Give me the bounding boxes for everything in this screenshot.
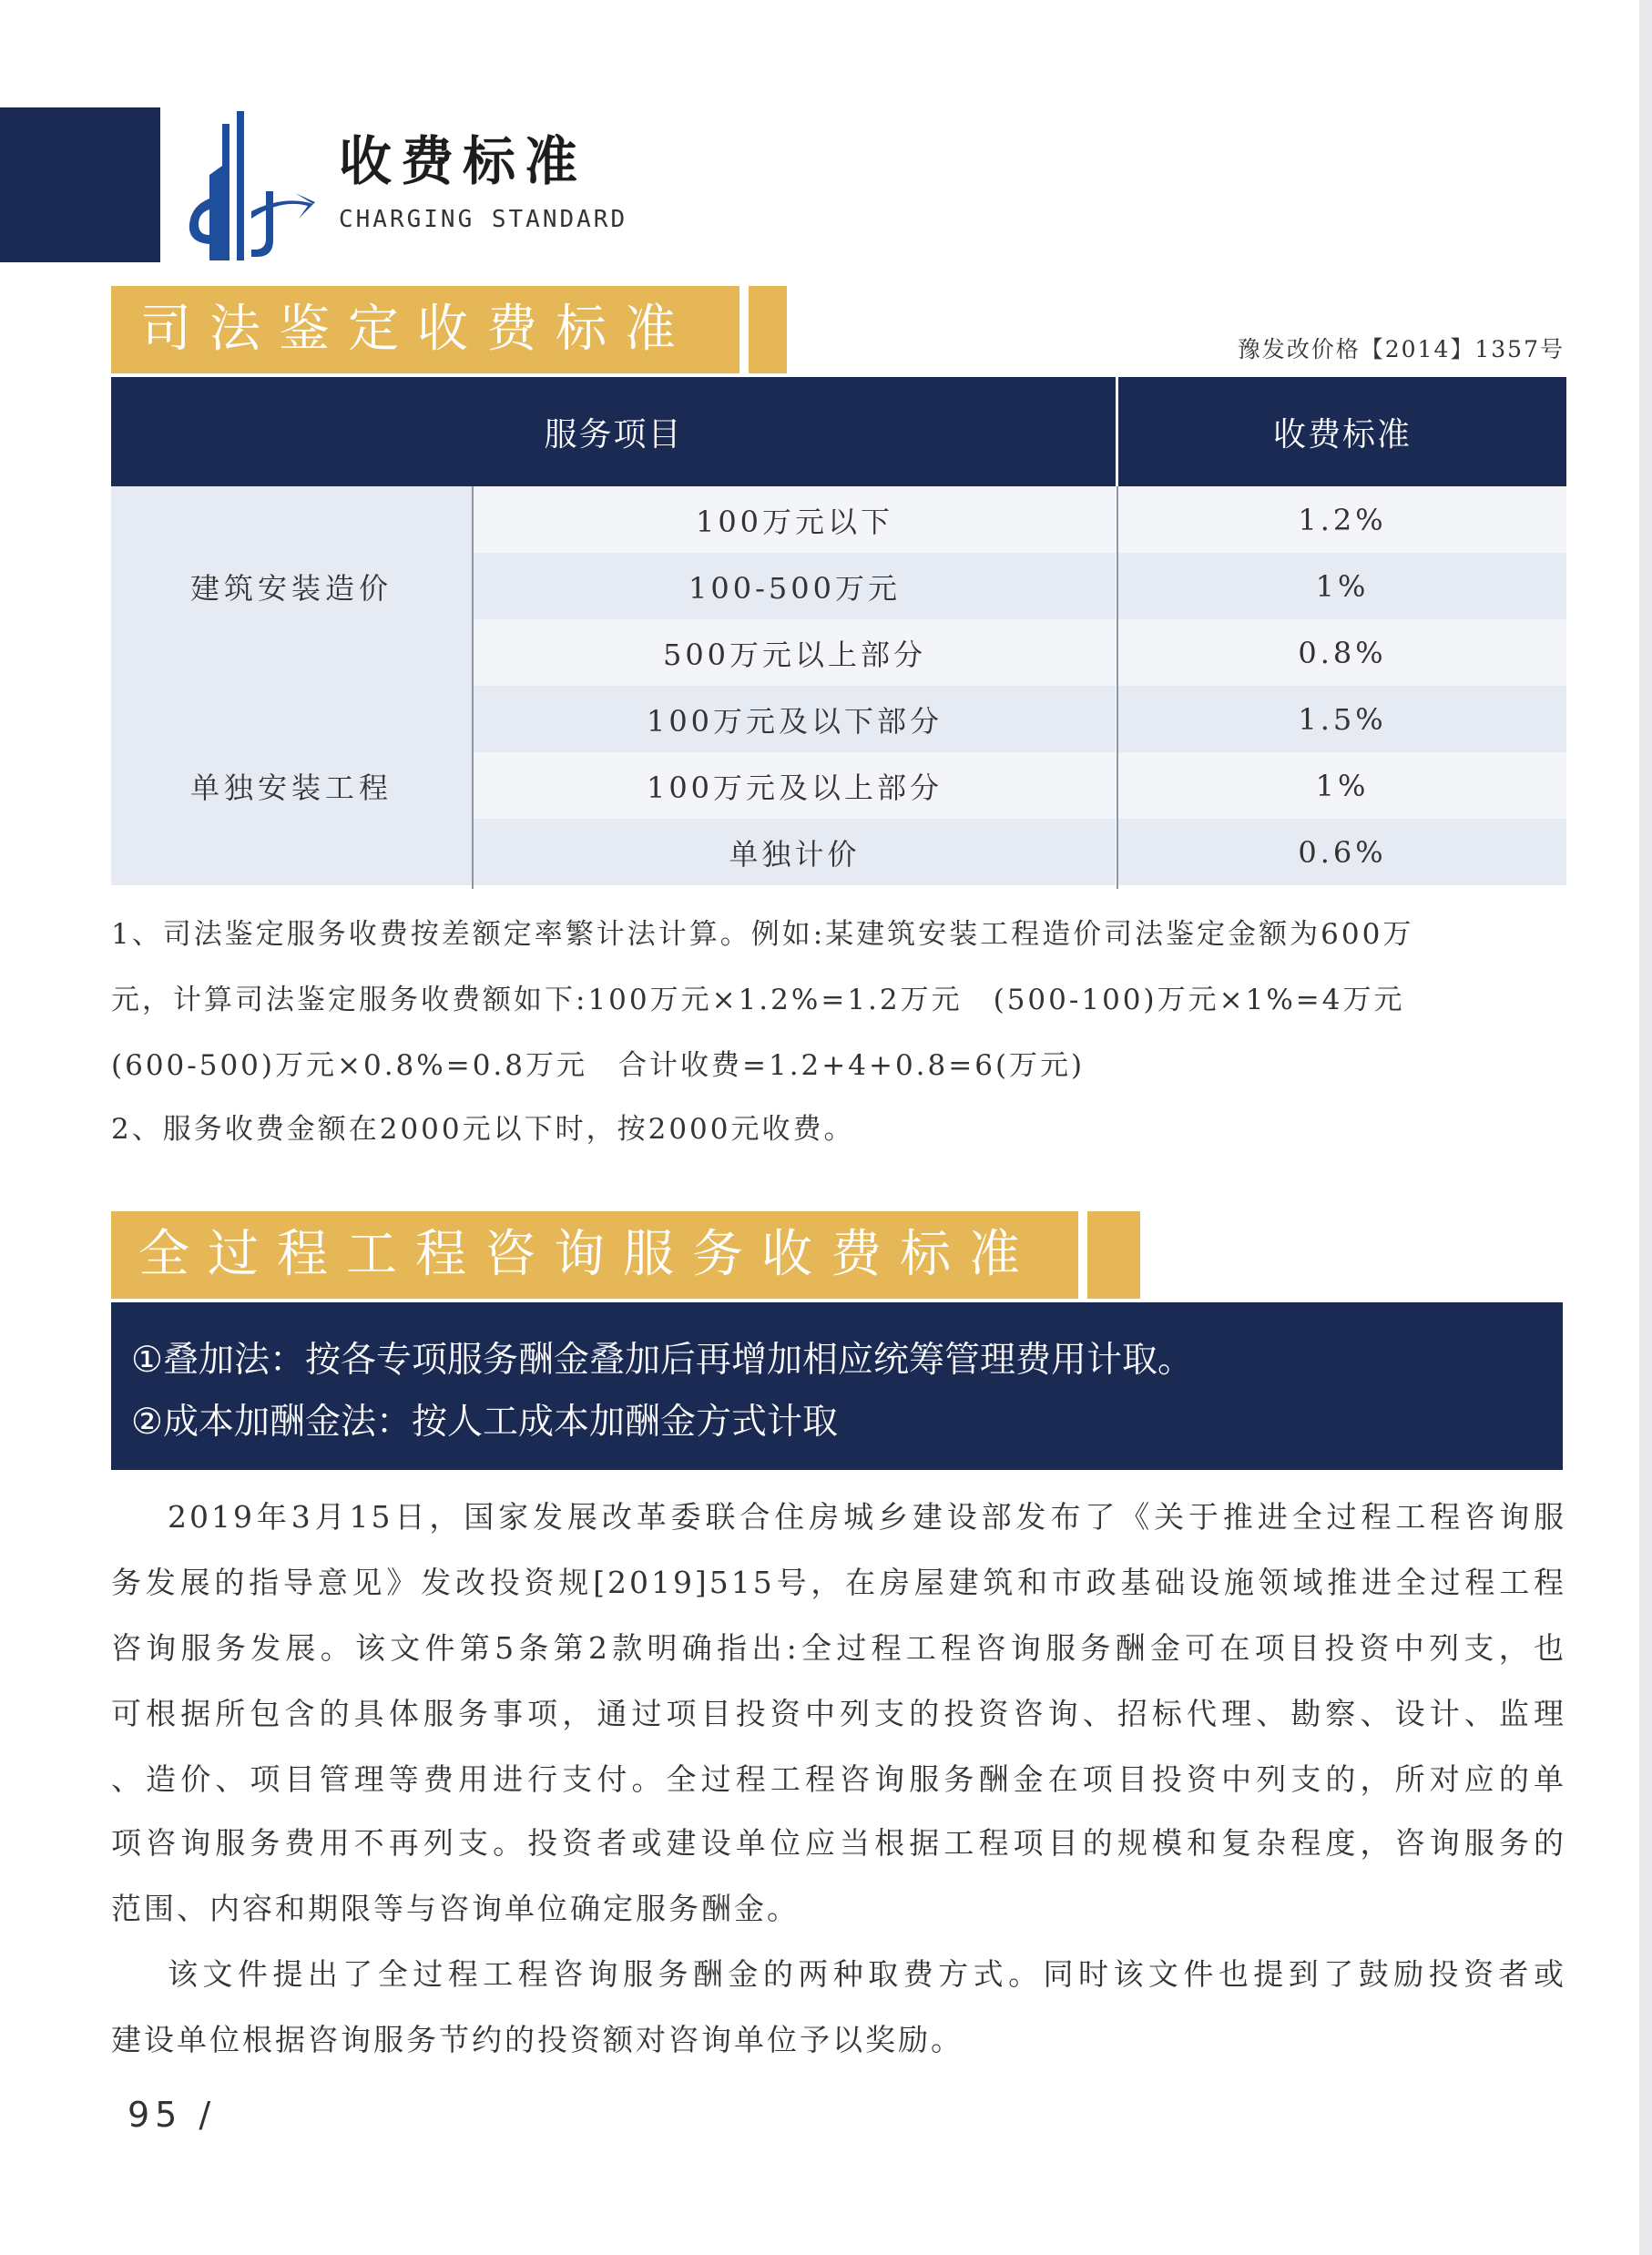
table-cell-fee: 1%: [1118, 752, 1566, 819]
note-line: 2、服务收费金额在2000元以下时，按2000元收费。: [111, 1113, 855, 1146]
table-cell-item: 单独计价: [474, 819, 1116, 885]
paragraph-line: 可根据所包含的具体服务事项，通过项目投资中列支的投资咨询、招标代理、勘察、设计、监理: [111, 1696, 1566, 1731]
table-header-service-item: 服务项目: [111, 377, 1116, 486]
table-cell-fee: 1.2%: [1118, 486, 1566, 553]
table-cell-item: 100万元及以下部分: [474, 686, 1116, 752]
paragraph-line: 该文件提出了全过程工程咨询服务酬金的两种取费方式。同时该文件也提到了鼓励投资者或: [168, 1956, 1566, 1992]
note-line: (600-500)万元×0.8%=0.8万元 合计收费=1.2+4+0.8=6(万元): [111, 1049, 1086, 1082]
method-line-cost-plus: ②成本加酬金法：按人工成本加酬金方式计取: [131, 1402, 838, 1443]
table-cell-fee: 1%: [1118, 553, 1566, 619]
note-line: 元，计算司法鉴定服务收费额如下:100万元×1.2%=1.2万元 (500-100)万元×1%=4万元: [111, 984, 1405, 1016]
banner-accent: [749, 286, 787, 373]
paragraph-line: 咨询服务发展。该文件第5条第2款明确指出:全过程工程咨询服务酬金可在项目投资中列支，也: [111, 1630, 1566, 1666]
paragraph-line: 务发展的指导意见》发改投资规[2019]515号，在房屋建筑和市政基础设施领域推进全过程工程: [111, 1565, 1566, 1600]
note-line: 1、司法鉴定服务收费按差额定率繁计法计算。例如:某建筑安装工程造价司法鉴定金额为600万: [111, 918, 1414, 951]
section-title-judicial-appraisal: 司法鉴定收费标准: [111, 286, 739, 373]
company-logo: [182, 107, 319, 262]
table-cell-item: 100万元以下: [474, 486, 1116, 553]
fee-methods-box: [111, 1302, 1563, 1470]
header-divider: [1116, 377, 1118, 486]
table-cell-item: 500万元以上部分: [474, 619, 1116, 686]
column-divider: [472, 486, 474, 889]
paragraph-line: 项咨询服务费用不再列支。投资者或建设单位应当根据工程项目的规模和复杂程度，咨询服务的: [111, 1825, 1566, 1861]
header-subtitle: CHARGING STANDARD: [339, 206, 628, 233]
table-cell-fee: 0.6%: [1118, 819, 1566, 885]
table-cell-fee: 0.8%: [1118, 619, 1566, 686]
group-cell-building-installation: 建筑安装造价: [111, 486, 472, 686]
page-number: 95 /: [127, 2095, 217, 2135]
column-divider: [1117, 486, 1118, 889]
paragraph-line: 2019年3月15日，国家发展改革委联合住房城乡建设部发布了《关于推进全过程工程咨询服: [168, 1499, 1566, 1535]
table-cell-item: 100万元及以上部分: [474, 752, 1116, 819]
paragraph-line: 范围、内容和期限等与咨询单位确定服务酬金。: [111, 1891, 800, 1926]
table-header-fee-standard: 收费标准: [1118, 377, 1566, 486]
page-edge: [1639, 0, 1652, 2255]
paragraph-line: 建设单位根据咨询服务节约的投资额对咨询单位予以奖励。: [111, 2022, 964, 2057]
method-line-overlay: ①叠加法：按各专项服务酬金叠加后再增加相应统筹管理费用计取。: [131, 1340, 1193, 1381]
fee-table: [111, 377, 1566, 889]
corner-block: [0, 107, 160, 262]
table-cell-item: 100-500万元: [474, 553, 1116, 619]
group-cell-separate-installation: 单独安装工程: [111, 686, 472, 885]
document-reference: 豫发改价格【2014】1357号: [1237, 336, 1565, 362]
table-cell-fee: 1.5%: [1118, 686, 1566, 752]
section-title-whole-process-consulting: 全过程工程咨询服务收费标准: [111, 1211, 1078, 1299]
header-title: 收费标准: [339, 130, 587, 192]
banner-accent: [1087, 1211, 1140, 1299]
paragraph-line: 、造价、项目管理等费用进行支付。全过程工程咨询服务酬金在项目投资中列支的，所对应的单: [111, 1761, 1566, 1797]
